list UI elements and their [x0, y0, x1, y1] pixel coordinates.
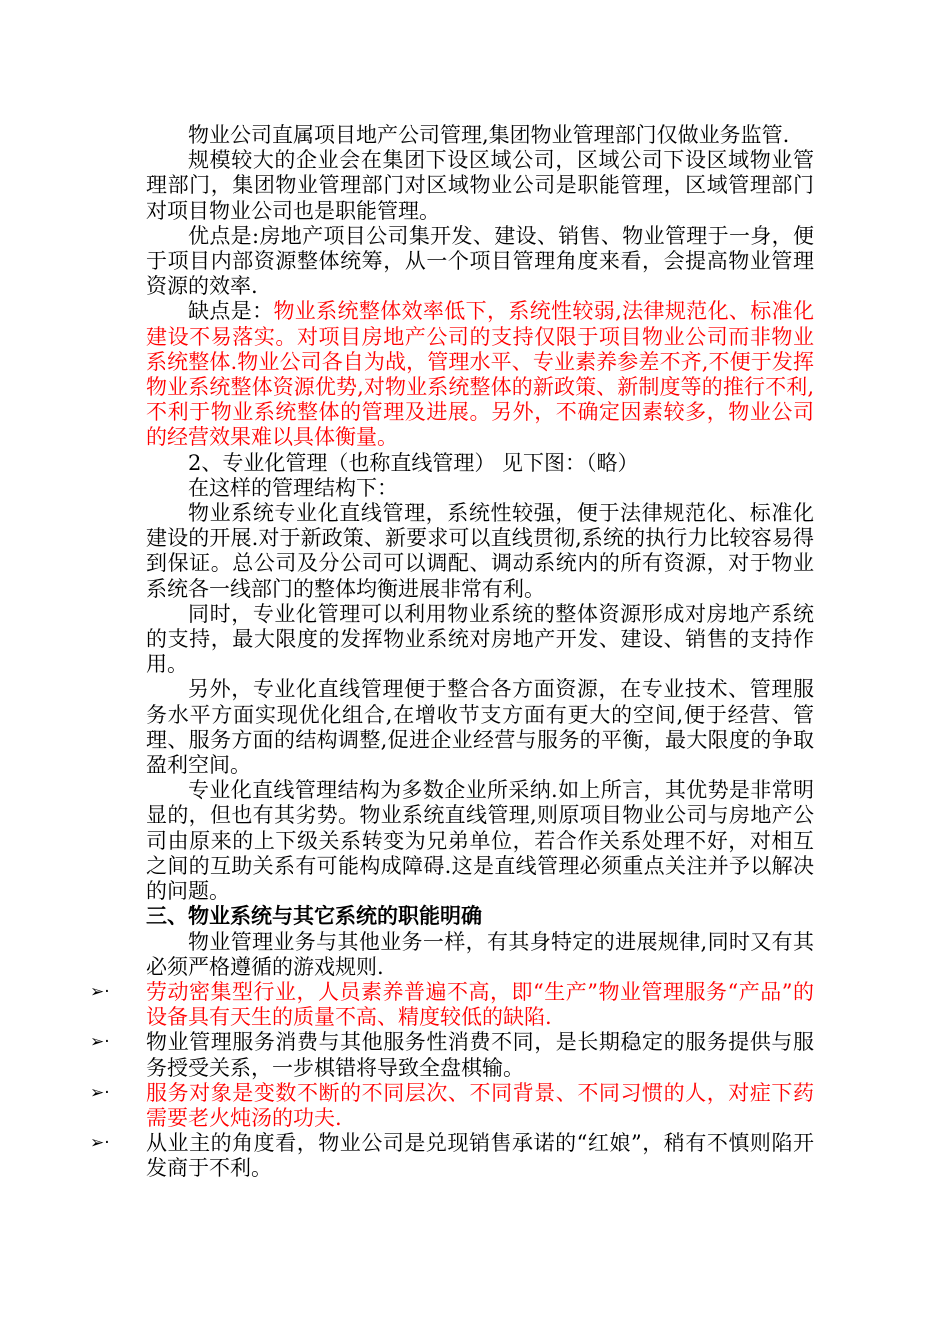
- bullet-item-labor-intensive: [90, 979, 814, 1030]
- paragraph-direct-line-benefits: 物业系统专业化直线管理，系统性较强，便于法律规范化、标准化建设的开展.对于新政策、新要求可以直线贯彻,系统的执行力比较容易得到保证。总公司及分公司可以调配、调动系统内的所有资源，对于物业系统各一线部门的整体均衡进展非常有利。: [146, 501, 814, 601]
- disadvantages-prefix: 缺点是：: [188, 299, 274, 324]
- paragraph-disadvantages: [146, 299, 814, 450]
- bullet-text: 物业管理服务消费与其他服务性消费不同，是长期稳定的服务提供与服务授受关系，一步棋错将导致全盘棋输。: [146, 1030, 814, 1080]
- bullet-item-owner-perspective: [90, 1131, 814, 1181]
- paragraph-structure-intro: 在这样的管理结构下：: [188, 475, 398, 500]
- arrow-bullet-icon: ➢·: [90, 1082, 110, 1103]
- bullet-item-service-objects: [90, 1080, 814, 1131]
- bullet-text: 从业主的角度看，物业公司是兑现销售承诺的“红娘”，稍有不慎则陷开发商于不利。: [146, 1131, 814, 1181]
- arrow-bullet-icon: ➢·: [90, 1133, 110, 1154]
- paragraph-resource-integration: 另外，专业化直线管理便于整合各方面资源，在专业技术、管理服务水平方面实现优化组合,在增收节支方面有更大的空间,便于经营、管理、服务方面的结构调整,促进企业经营与服务的平衡，最大限度的争取盈利空间。: [146, 677, 814, 778]
- paragraph-support-role: 同时，专业化管理可以利用物业系统的整体资源形成对房地产系统的支持，最大限度的发挥物业系统对房地产开发、建设、销售的支持作用。: [146, 601, 814, 677]
- paragraph-section-intro: 物业管理业务与其他业务一样，有其身特定的进展规律,同时又有其必须严格遵循的游戏规则.: [146, 929, 814, 979]
- arrow-bullet-icon: ➢·: [90, 1032, 110, 1053]
- section-heading: 三、物业系统与其它系统的职能明确: [146, 904, 482, 929]
- paragraph-disadvantages-direct-line: 专业化直线管理结构为多数企业所采纳.如上所言，其优势是非常明显的，但也有其劣势。物业系统直线管理,则原项目物业公司与房地产公司由原来的上下级关系转变为兄弟单位，若合作关系处理不好，对相互之间的互助关系有可能构成障碍.这是直线管理必须重点关注并予以解决的问题。: [146, 778, 814, 904]
- disadvantages-text: 物业系统整体效率低下，系统性较弱,法律规范化、标准化建设不易落实。对项目房地产公司的支持仅限于项目物业公司而非物业系统整体.物业公司各自为战，管理水平、专业素养参差不齐,不便于发挥物业系统整体资源优势,对物业系统整体的新政策、新制度等的推行不利,不利于物业系统整体的管理及进展。另外，不确定因素较多，物业公司的经营效果难以具体衡量。: [146, 299, 815, 450]
- bullet-text: 劳动密集型行业，人员素养普遍不高，即“生产”物业管理服务“产品”的设备具有天生的质量不高、精度较低的缺陷.: [146, 979, 814, 1030]
- bullet-text: 服务对象是变数不断的不同层次、不同背景、不同习惯的人，对症下药需要老火炖汤的功夫.: [146, 1080, 814, 1130]
- bullet-list: [90, 979, 814, 1182]
- paragraph-specialized-management: 2、专业化管理（也称直线管理） 见下图：（略）: [188, 450, 639, 475]
- paragraph-advantages: 优点是:房地产项目公司集开发、建设、销售、物业管理于一身，便于项目内部资源整体统筹，从一个项目管理角度来看，会提高物业管理资源的效率.: [146, 223, 814, 299]
- document-page: [90, 123, 815, 1182]
- paragraph-direct-management: 物业公司直属项目地产公司管理,集团物业管理部门仅做业务监管.: [188, 123, 790, 147]
- paragraph-regional-company: 规模较大的企业会在集团下设区域公司，区域公司下设区域物业管理部门，集团物业管理部门对区域物业公司是职能管理，区域管理部门对项目物业公司也是职能管理。: [146, 148, 814, 223]
- arrow-bullet-icon: ➢·: [90, 981, 110, 1002]
- bullet-item-long-term-service: [90, 1030, 814, 1080]
